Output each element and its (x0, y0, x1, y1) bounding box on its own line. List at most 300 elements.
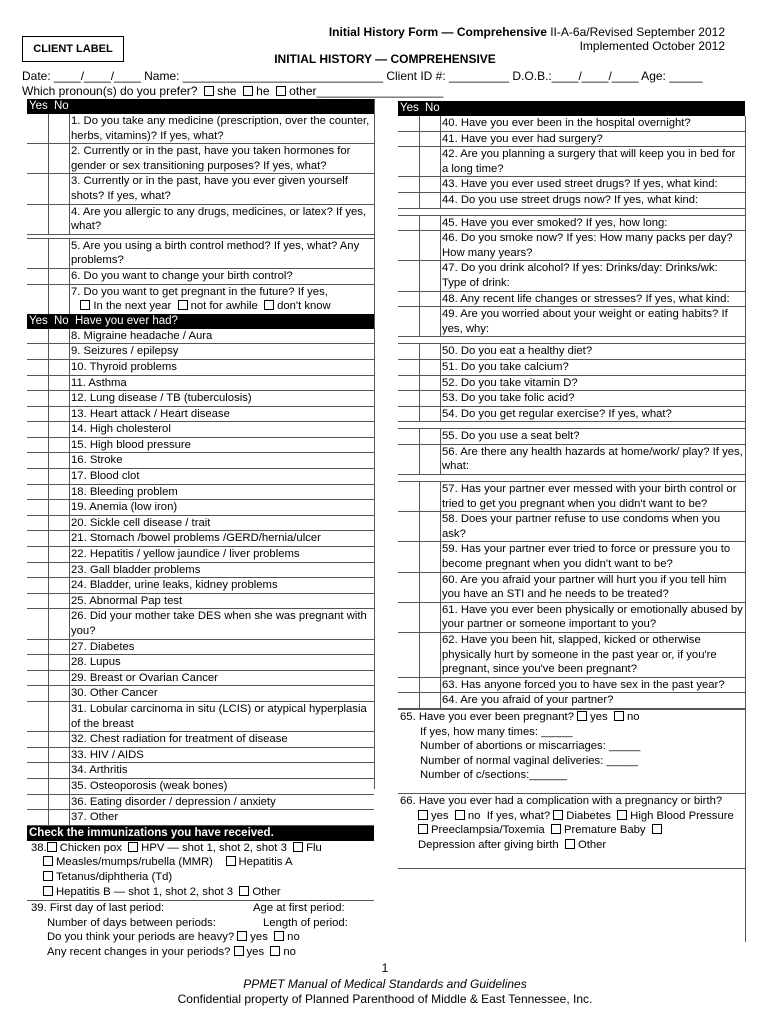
left-header-no: No (54, 100, 69, 112)
yes-cell[interactable] (398, 292, 420, 307)
question-text: 50. Do you eat a healthy diet? (442, 345, 593, 358)
no-cell[interactable] (48, 547, 70, 562)
form-title (280, 25, 725, 53)
question-text: 27. Diabetes (71, 640, 135, 653)
question-text: 43. Have you ever used street drugs? If yes, what kind: (442, 178, 718, 191)
question-text: 32. Chest radiation for treatment of disease (71, 733, 288, 746)
immunization-other-label: Other (252, 885, 281, 898)
footer-manual: PPMET Manual of Medical Standards and Guidelines (243, 977, 527, 991)
question-row (398, 215, 745, 232)
immunization-header (27, 826, 374, 841)
yes-cell[interactable] (398, 116, 420, 131)
q66-hbp-checkbox[interactable] (617, 810, 627, 820)
question-text: 64. Are you afraid of your partner? (442, 694, 614, 707)
no-cell[interactable] (48, 174, 70, 203)
yes-cell[interactable] (27, 671, 49, 686)
no-cell[interactable] (419, 482, 441, 511)
q66-yes-checkbox[interactable] (418, 810, 428, 820)
question-row (27, 763, 374, 779)
question-text: 28. Lupus (71, 656, 121, 669)
question-row (27, 547, 374, 563)
question-text: 1. Do you take any medicine (prescription, over the counter, herbs, vitamins)? If yes, what? (71, 115, 370, 142)
no-cell[interactable] (48, 144, 70, 173)
no-cell[interactable] (419, 542, 441, 571)
no-cell[interactable] (419, 603, 441, 632)
yes-cell[interactable] (398, 360, 420, 375)
q7-awhile-checkbox[interactable] (178, 300, 188, 310)
yes-cell[interactable] (398, 261, 420, 290)
question-text: 8. Migraine headache / Aura (71, 329, 213, 342)
no-cell[interactable] (48, 469, 70, 484)
no-cell[interactable] (48, 438, 70, 453)
no-cell[interactable] (48, 500, 70, 515)
yes-cell[interactable] (27, 391, 49, 406)
question-row (27, 376, 374, 392)
no-cell[interactable] (48, 563, 70, 578)
q39-changes: Any recent changes in your periods? (47, 945, 231, 958)
no-cell[interactable] (419, 573, 441, 602)
q66-block (398, 793, 745, 869)
yes-cell[interactable] (27, 779, 49, 794)
no-cell[interactable] (48, 779, 70, 794)
q66-other: Other (577, 838, 607, 851)
yes-cell[interactable] (27, 269, 49, 284)
no-cell[interactable] (419, 344, 441, 359)
question-row (398, 261, 745, 291)
yes-cell[interactable] (27, 763, 49, 778)
question-row (27, 114, 374, 144)
question-text: 31. Lobular carcinoma in situ (LCIS) or atypical hyperplasia of the breast (71, 702, 367, 730)
no-cell[interactable] (48, 329, 70, 344)
question-row (27, 516, 374, 532)
question-row (398, 231, 745, 261)
yes-cell[interactable] (27, 144, 49, 173)
q65-yes: yes (590, 710, 608, 723)
question-row (27, 748, 374, 764)
yes-cell[interactable] (27, 407, 49, 422)
yes-cell[interactable] (27, 174, 49, 203)
q39-changes-yes-checkbox[interactable] (234, 946, 244, 956)
yes-cell[interactable] (398, 603, 420, 632)
q66-no-checkbox[interactable] (455, 810, 465, 820)
question-text: 63. Has anyone forced you to have sex in the past year? (442, 678, 725, 691)
question-row (398, 193, 745, 209)
no-cell[interactable] (48, 748, 70, 763)
pronoun-he-checkbox[interactable] (243, 86, 253, 96)
no-cell[interactable] (48, 205, 70, 234)
no-cell[interactable] (48, 686, 70, 701)
question-row (27, 174, 374, 204)
question-row (398, 512, 745, 542)
immunization-other-checkbox[interactable] (239, 886, 249, 896)
no-cell[interactable] (48, 344, 70, 359)
question-row (27, 453, 374, 469)
no-cell[interactable] (48, 702, 70, 731)
yes-cell[interactable] (398, 512, 420, 541)
question-text: 52. Do you take vitamin D? (442, 376, 578, 389)
question-text: 21. Stomach /bowel problems /GERD/hernia/ulcer (71, 532, 321, 545)
yes-cell[interactable] (27, 285, 49, 314)
pronoun-line (22, 84, 443, 98)
yes-cell[interactable] (398, 216, 420, 231)
question-text: 7. Do you want to get pregnant in the future? If yes, (71, 285, 328, 298)
no-cell[interactable] (48, 763, 70, 778)
implemented-date: Implemented October 2012 (579, 39, 725, 53)
q65-csections: Number of c/sections:______ (420, 769, 567, 782)
q66-premature-checkbox[interactable] (551, 824, 561, 834)
q66-other-checkbox[interactable] (565, 839, 575, 849)
question-row (27, 269, 374, 285)
yes-cell[interactable] (27, 732, 49, 747)
question-row (398, 407, 745, 423)
no-cell[interactable] (48, 239, 70, 268)
yes-cell[interactable] (398, 231, 420, 260)
yes-cell[interactable] (398, 177, 420, 192)
yes-cell[interactable] (398, 693, 420, 708)
question-text: 60. Are you afraid your partner will hurt you if you tell him you have an STI and he needs to be treated? (442, 573, 727, 601)
question-row (27, 391, 374, 407)
yes-cell[interactable] (27, 594, 49, 609)
hepatitis-b-checkbox[interactable] (43, 886, 53, 896)
yes-cell[interactable] (27, 640, 49, 655)
question-text: 17. Blood clot (71, 470, 140, 483)
question-text: 11. Asthma (71, 376, 127, 389)
question-text: 59. Has your partner ever tried to force or pressure you to become pregnant when you didn't want to be? (442, 543, 731, 571)
no-cell[interactable] (419, 391, 441, 406)
question-row (398, 428, 745, 445)
period-block (27, 901, 374, 959)
yes-cell[interactable] (27, 344, 49, 359)
no-cell[interactable] (48, 391, 70, 406)
yes-cell[interactable] (27, 795, 49, 810)
q39-heavy-no-checkbox[interactable] (274, 931, 284, 941)
had-header-label: Have you ever had? (75, 314, 178, 327)
no-cell[interactable] (48, 453, 70, 468)
q39-heavy-yes-checkbox[interactable] (237, 931, 247, 941)
mmr-checkbox[interactable] (43, 856, 53, 866)
q65-abortions: Number of abortions or miscarriages: _____ (420, 740, 641, 753)
yes-cell[interactable] (27, 469, 49, 484)
no-cell[interactable] (48, 360, 70, 375)
yes-cell[interactable] (398, 193, 420, 208)
question-row (27, 422, 374, 438)
page-number: 1 (381, 961, 389, 975)
yes-cell[interactable] (27, 453, 49, 468)
pronoun-other-checkbox[interactable] (276, 86, 286, 96)
no-cell[interactable] (419, 132, 441, 147)
no-cell[interactable] (48, 516, 70, 531)
no-cell[interactable] (419, 512, 441, 541)
hepatitis-b-label: Hepatitis B — shot 1, shot 2, shot 3 (56, 885, 234, 898)
no-cell[interactable] (48, 407, 70, 422)
no-cell[interactable] (48, 285, 70, 314)
no-cell[interactable] (48, 795, 70, 810)
question-row (27, 407, 374, 423)
q7-dont-know-label: don't know (277, 300, 331, 313)
yes-cell[interactable] (27, 422, 49, 437)
question-text: 42. Are you planning a surgery that will keep you in bed for a long time? (442, 148, 736, 175)
question-row (27, 609, 374, 639)
question-row (398, 542, 745, 572)
question-row (27, 732, 374, 748)
question-text: 34. Arthritis (71, 764, 128, 777)
q66-text: 66. Have you ever had a complication with a pregnancy or birth? (400, 794, 723, 807)
yes-cell[interactable] (27, 609, 49, 638)
q7-next-year-checkbox[interactable] (80, 300, 90, 310)
no-cell[interactable] (419, 307, 441, 336)
q39-age: Age at first period: (253, 902, 345, 915)
left-header (27, 99, 374, 114)
immunization-block (27, 841, 374, 901)
q65-block (398, 709, 745, 783)
pronoun-she-checkbox[interactable] (204, 86, 214, 96)
question-text: 57. Has your partner ever messed with your birth control or tried to get you pregnant when you didn't want to be? (442, 483, 737, 510)
form-code: II-A-6a/Revised September 2012 (546, 25, 725, 39)
no-cell[interactable] (419, 693, 441, 708)
flu-checkbox[interactable] (293, 842, 303, 852)
q39-changes-yes: yes (246, 945, 265, 958)
info-line: Date: ____/____/____ Name: ______________________________ Client ID #: _________ D.O.B.:____/____/____ Age: _____ (22, 69, 703, 83)
flu-label: Flu (306, 841, 322, 854)
q65-no: no (627, 710, 640, 723)
question-row (27, 686, 374, 702)
q39-days-between: Number of days between periods: (47, 916, 216, 929)
question-row (27, 144, 374, 174)
no-cell[interactable] (48, 376, 70, 391)
question-text: 46. Do you smoke now? If yes: How many packs per day? How many years? (442, 232, 733, 259)
question-text: 36. Eating disorder / depression / anxiety (71, 795, 276, 808)
yes-cell[interactable] (398, 307, 420, 336)
question-row (398, 343, 745, 360)
question-text: 6. Do you want to change your birth control? (71, 269, 293, 282)
no-cell[interactable] (419, 116, 441, 131)
q7-dont-know-checkbox[interactable] (264, 300, 274, 310)
question-row (398, 573, 745, 603)
no-cell[interactable] (48, 422, 70, 437)
no-cell[interactable] (48, 640, 70, 655)
q66-yes: yes (431, 809, 449, 822)
question-text: 15. High blood pressure (71, 438, 191, 451)
yes-cell[interactable] (27, 438, 49, 453)
no-cell[interactable] (48, 732, 70, 747)
yes-cell[interactable] (398, 678, 420, 693)
footer-confidential: Confidential property of Planned Parenthood of Middle & East Tennessee, Inc. (177, 992, 593, 1006)
pronoun-he-label: he (256, 84, 270, 98)
hepatitis-a-checkbox[interactable] (226, 856, 236, 866)
no-cell[interactable] (419, 429, 441, 444)
yes-cell[interactable] (398, 344, 420, 359)
q7-next-year-label: In the next year (93, 300, 172, 313)
no-cell[interactable] (419, 177, 441, 192)
question-row (398, 177, 745, 193)
left-column-border (374, 99, 375, 789)
tetanus-checkbox[interactable] (43, 871, 53, 881)
question-row (27, 438, 374, 454)
form-name: Initial History Form — Comprehensive (328, 25, 547, 39)
yes-cell[interactable] (398, 376, 420, 391)
question-row (398, 603, 745, 633)
question-text: 10. Thyroid problems (71, 360, 177, 373)
question-row (27, 810, 374, 826)
q66-depression: Depression after giving birth (418, 838, 559, 851)
question-row (27, 485, 374, 501)
question-text: 20. Sickle cell disease / trait (71, 516, 211, 529)
question-text: 23. Gall bladder problems (71, 563, 201, 576)
no-cell[interactable] (48, 810, 70, 825)
yes-cell[interactable] (27, 239, 49, 268)
yes-cell[interactable] (27, 114, 49, 143)
no-cell[interactable] (419, 633, 441, 677)
question-text: 9. Seizures / epilepsy (71, 345, 179, 358)
yes-cell[interactable] (398, 445, 420, 474)
question-row (398, 445, 745, 475)
client-label-text: CLIENT LABEL (33, 43, 113, 55)
pronoun-prefix: Which pronoun(s) do you prefer? (22, 84, 198, 98)
q66-diabetes: Diabetes (566, 809, 611, 822)
yes-cell[interactable] (27, 329, 49, 344)
yes-cell[interactable] (398, 633, 420, 677)
no-cell[interactable] (48, 485, 70, 500)
q65-times: If yes, how many times: _____ (420, 725, 573, 738)
question-text: 16. Stroke (71, 454, 123, 467)
question-row (27, 531, 374, 547)
q65-yes-checkbox[interactable] (577, 711, 587, 721)
yes-cell[interactable] (27, 205, 49, 234)
q7-awhile-label: not for awhile (190, 300, 258, 313)
yes-cell[interactable] (27, 810, 49, 825)
q66-hbp: High Blood Pressure (630, 809, 734, 822)
question-text: 26. Did your mother take DES when she was pregnant with you? (71, 610, 367, 637)
yes-cell[interactable] (27, 702, 49, 731)
no-cell[interactable] (48, 594, 70, 609)
question-row (27, 469, 374, 485)
question-text: 51. Do you take calcium? (442, 360, 569, 373)
question-row (398, 481, 745, 512)
question-text: 33. HIV / AIDS (71, 748, 144, 761)
q66-preeclampsia-checkbox[interactable] (418, 824, 428, 834)
yes-cell[interactable] (27, 376, 49, 391)
yes-cell[interactable] (398, 391, 420, 406)
no-cell[interactable] (48, 655, 70, 670)
no-cell[interactable] (419, 231, 441, 260)
question-row (398, 376, 745, 392)
question-row (27, 205, 374, 235)
no-cell[interactable] (419, 678, 441, 693)
no-cell[interactable] (419, 261, 441, 290)
no-cell[interactable] (48, 609, 70, 638)
q39-changes-no-checkbox[interactable] (270, 946, 280, 956)
question-text: 13. Heart attack / Heart disease (71, 407, 230, 420)
yes-cell[interactable] (27, 655, 49, 670)
question-text: 58. Does your partner refuse to use condoms when you ask? (442, 513, 721, 540)
question-text: 61. Have you ever been physically or emotionally abused by your partner or someone important to you? (442, 603, 743, 631)
question-row (398, 693, 745, 709)
no-cell[interactable] (419, 376, 441, 391)
q39-length: Length of period: (263, 916, 348, 929)
no-cell[interactable] (48, 114, 70, 143)
chicken-pox-checkbox[interactable] (47, 842, 57, 852)
yes-cell[interactable] (27, 748, 49, 763)
had-header-no: No (54, 314, 69, 327)
question-row (398, 116, 745, 132)
no-cell[interactable] (48, 531, 70, 546)
pronoun-other-label: other___________________ (289, 84, 444, 98)
q65-vaginal: Number of normal vaginal deliveries: _____ (420, 754, 638, 767)
yes-cell[interactable] (398, 132, 420, 147)
yes-cell[interactable] (398, 573, 420, 602)
question-row (27, 655, 374, 671)
q65-no-checkbox[interactable] (614, 711, 624, 721)
question-row (27, 563, 374, 579)
yes-cell[interactable] (398, 542, 420, 571)
yes-cell[interactable] (398, 407, 420, 422)
yes-cell[interactable] (27, 485, 49, 500)
no-cell[interactable] (419, 360, 441, 375)
right-header-no: No (425, 102, 440, 114)
yes-cell[interactable] (398, 147, 420, 176)
yes-cell[interactable] (398, 482, 420, 511)
no-cell[interactable] (419, 193, 441, 208)
chicken-pox-label: Chicken pox (59, 841, 122, 854)
yes-cell[interactable] (27, 531, 49, 546)
immunization-number: 38. (31, 841, 47, 854)
question-text: 54. Do you get regular exercise? If yes, what? (442, 407, 672, 420)
question-text: 30. Other Cancer (71, 687, 158, 700)
question-text: 55. Do you use a seat belt? (442, 430, 580, 443)
mmr-label: Measles/mumps/rubella (MMR) (56, 856, 213, 869)
yes-cell[interactable] (27, 563, 49, 578)
no-cell[interactable] (419, 292, 441, 307)
right-header (398, 101, 745, 116)
q66-diabetes-checkbox[interactable] (553, 810, 563, 820)
yes-cell[interactable] (27, 547, 49, 562)
no-cell[interactable] (419, 147, 441, 176)
question-row (27, 594, 374, 610)
yes-cell[interactable] (398, 429, 420, 444)
hpv-checkbox[interactable] (128, 842, 138, 852)
yes-cell[interactable] (27, 516, 49, 531)
no-cell[interactable] (48, 578, 70, 593)
yes-cell[interactable] (27, 500, 49, 515)
no-cell[interactable] (48, 671, 70, 686)
q65-text: 65. Have you ever been pregnant? (400, 710, 574, 723)
question-row (27, 344, 374, 360)
no-cell[interactable] (419, 407, 441, 422)
q66-extra-checkbox[interactable] (652, 824, 662, 834)
no-cell[interactable] (419, 445, 441, 474)
question-row (27, 702, 374, 732)
yes-cell[interactable] (27, 686, 49, 701)
left-header-yes: Yes (29, 100, 48, 112)
had-header-yes: Yes (29, 314, 48, 327)
question-text: 47. Do you drink alcohol? If yes: Drinks/day: Drinks/wk: Type of drink: (442, 262, 718, 289)
yes-cell[interactable] (27, 360, 49, 375)
question-row (398, 633, 745, 678)
question-row (27, 500, 374, 516)
no-cell[interactable] (419, 216, 441, 231)
q39-heavy: Do you think your periods are heavy? (47, 931, 235, 944)
question-text: 35. Osteoporosis (weak bones) (71, 779, 228, 792)
no-cell[interactable] (48, 269, 70, 284)
q39-changes-no: no (283, 945, 296, 958)
yes-cell[interactable] (27, 578, 49, 593)
question-text: 41. Have you ever had surgery? (442, 132, 603, 145)
question-text: 44. Do you use street drugs now? If yes, what kind: (442, 193, 699, 206)
question-text: 22. Hepatitis / yellow jaundice / liver problems (71, 548, 300, 561)
question-text: 37. Other (71, 811, 119, 824)
question-text: 18. Bleeding problem (71, 485, 178, 498)
q39-heavy-yes: yes (250, 931, 268, 944)
